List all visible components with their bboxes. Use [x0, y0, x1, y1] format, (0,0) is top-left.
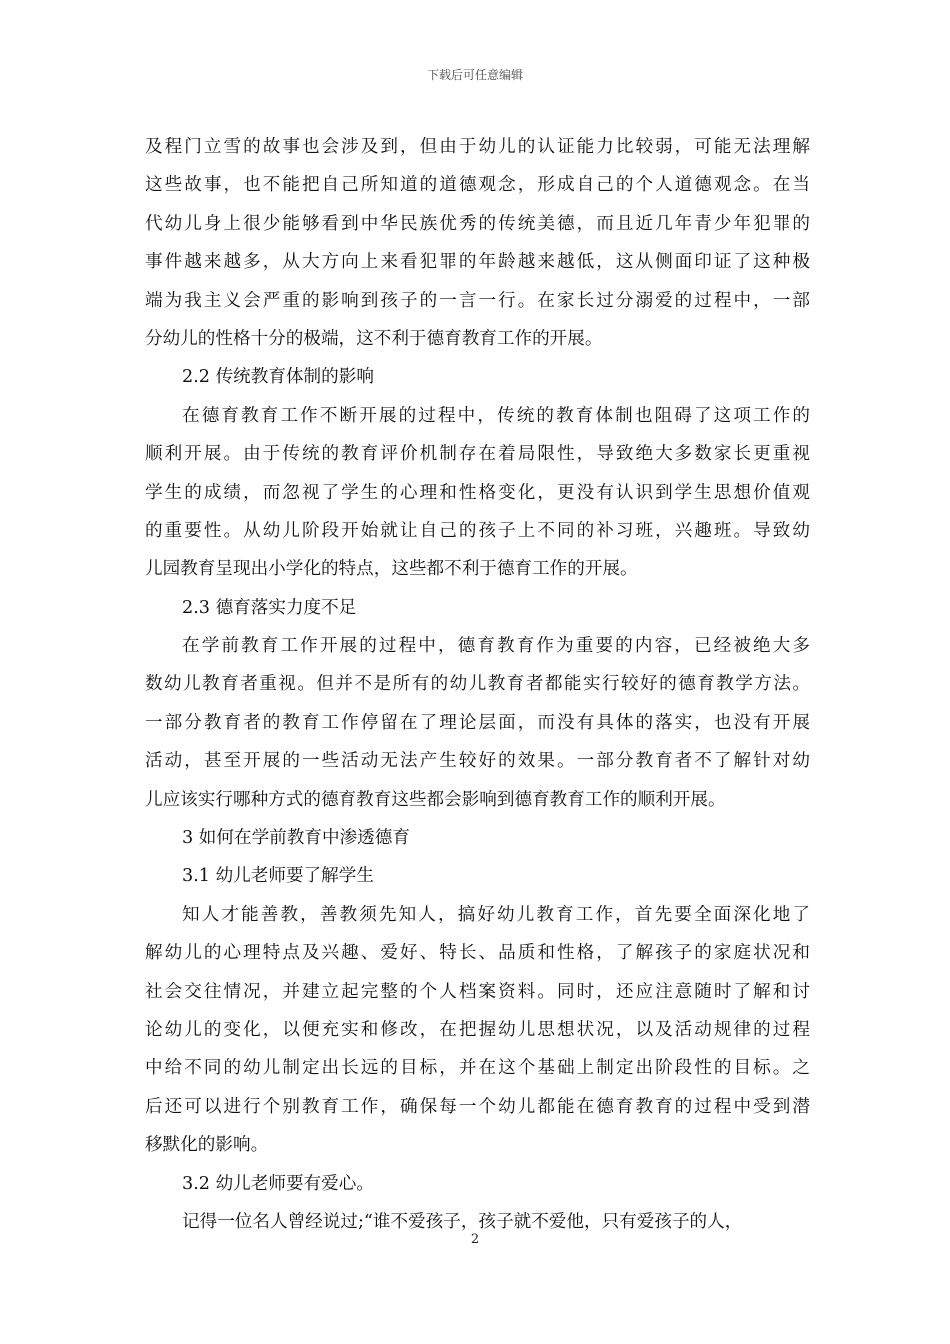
text-line: 数幼儿教育者重视。但并不是所有的幼儿教育者都能实行较好的德育教学方法。 [145, 674, 810, 695]
text-line: 的重要性。从幼儿阶段开始就让自己的孩子上不同的补习班，兴趣班。导致幼 [145, 520, 810, 541]
text-line: 后还可以进行个别教育工作，确保每一个幼儿都能在德育教育的过程中受到潜 [145, 1096, 810, 1117]
text-line: 中给不同的幼儿制定出长远的目标，并在这个基础上制定出阶段性的目标。之 [145, 1058, 810, 1079]
text-line: 在学前教育工作开展的过程中，德育教育作为重要的内容，已经被绝大多 [182, 636, 810, 657]
paragraph [145, 128, 810, 358]
text-line: 学生的成绩，而忽视了学生的心理和性格变化，更没有认识到学生思想价值观 [145, 482, 810, 503]
text-line: 儿应该实行哪种方式的德育教育这些都会影响到德育教育工作的顺利开展。 [145, 789, 726, 810]
text-line: 顺利开展。由于传统的教育评价机制存在着局限性，导致绝大多数家长更重视 [145, 444, 810, 465]
paragraph [145, 397, 810, 589]
text-line: 分幼儿的性格十分的极端，这不利于德育教育工作的开展。 [145, 328, 603, 349]
text-line: 论幼儿的变化，以便充实和修改，在把握幼儿思想状况，以及活动规律的过程 [145, 1019, 810, 1040]
text-line: 移默化的影响。 [145, 1135, 269, 1156]
document-body [145, 128, 810, 1241]
text-line: 知人才能善教，善教须先知人，搞好幼儿教育工作，首先要全面深化地了 [182, 904, 810, 925]
section-heading: 2.3 德育落实力度不足 [182, 597, 357, 618]
text-line: 社会交往情况，并建立起完整的个人档案资料。同时，还应注意随时了解和讨 [145, 981, 810, 1002]
text-line: 这些故事，也不能把自己所知道的道德观念，形成自己的个人道德观念。在当 [145, 175, 810, 196]
section-heading: 3.2 幼儿老师要有爱心。 [182, 1173, 374, 1194]
text-line: 记得一位名人曾经说过;“谁不爱孩子，孩子就不爱他，只有爱孩子的人， [182, 1211, 743, 1232]
section-heading: 2.2 传统教育体制的影响 [182, 367, 374, 388]
paragraph [145, 896, 810, 1165]
text-line: 及程门立雪的故事也会涉及到，但由于幼儿的认证能力比较弱，可能无法理解 [145, 137, 810, 157]
page-number: 2 [470, 1232, 480, 1247]
section-heading: 3 如何在学前教育中渗透德育 [182, 828, 410, 849]
text-line: 代幼儿身上很少能够看到中华民族优秀的传统美德，而且近几年青少年犯罪的 [145, 213, 810, 234]
page-header: 下载后可任意编辑 [426, 68, 523, 82]
text-line: 事件越来越多，从大方向上来看犯罪的年龄越来越低，这从侧面印证了这种极 [145, 252, 810, 273]
text-line: 活动，甚至开展的一些活动无法产生较好的效果。一部分教育者不了解针对幼 [145, 751, 810, 772]
text-line: 端为我主义会严重的影响到孩子的一言一行。在家长过分溺爱的过程中，一部 [145, 290, 810, 311]
text-line: 儿园教育呈现出小学化的特点，这些都不利于德育工作的开展。 [145, 559, 638, 580]
paragraph [145, 627, 810, 819]
section-heading: 3.1 幼儿老师要了解学生 [182, 866, 374, 887]
text-line: 解幼儿的心理特点及兴趣、爱好、特长、品质和性格，了解孩子的家庭状况和 [145, 943, 810, 964]
text-line: 在德育教育工作不断开展的过程中，传统的教育体制也阻碍了这项工作的 [182, 405, 810, 426]
text-line: 一部分教育者的教育工作停留在了理论层面，而没有具体的落实，也没有开展 [145, 712, 810, 733]
